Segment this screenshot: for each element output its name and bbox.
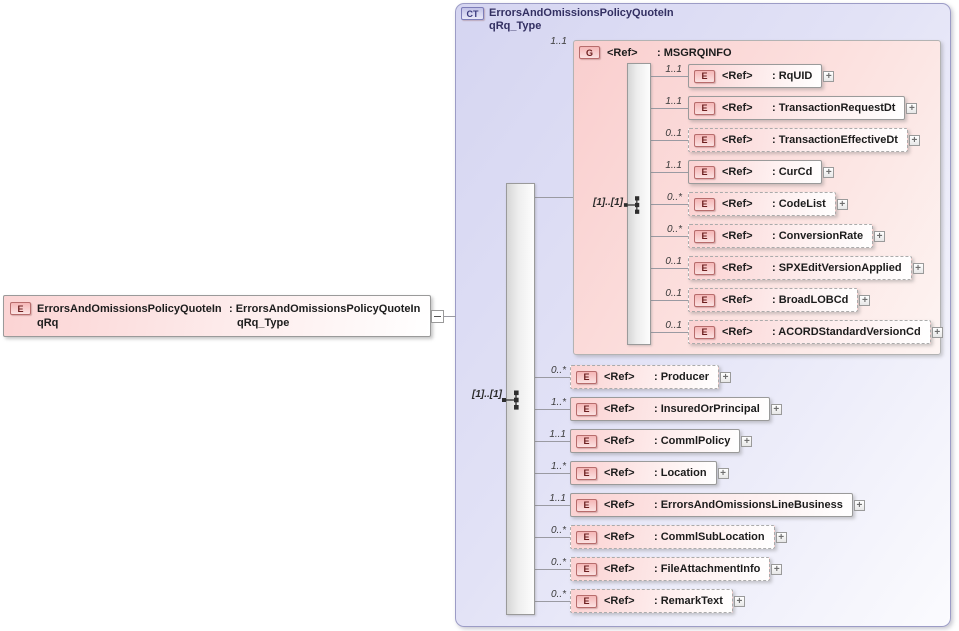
root-element-name <box>37 302 229 330</box>
element-badge: E <box>576 435 597 448</box>
collapse-handle[interactable] <box>431 310 444 323</box>
element-badge: E <box>576 499 597 512</box>
cardinality-label: 1..1 <box>665 64 682 75</box>
element-box-remarktext[interactable] <box>570 589 733 613</box>
expand-button[interactable]: + <box>932 327 943 338</box>
connector-line <box>535 473 570 474</box>
group-ref: <Ref> <box>607 46 638 59</box>
connector-line <box>651 108 688 109</box>
element-badge: E <box>576 403 597 416</box>
group-badge: G <box>579 46 600 59</box>
element-ref: <Ref> <box>722 102 753 114</box>
expand-button[interactable]: + <box>741 436 752 447</box>
element-ref: <Ref> <box>722 230 753 242</box>
element-name: : RqUID <box>772 70 813 82</box>
element-badge: E <box>694 230 715 243</box>
element-name: : CommlSubLocation <box>654 531 765 543</box>
minus-icon <box>434 316 441 317</box>
cardinality-label: 1..1 <box>549 429 566 440</box>
connector-line <box>651 140 688 141</box>
connector-line <box>443 316 456 317</box>
expand-button[interactable]: + <box>913 263 924 274</box>
complex-type-name-line2: qRq_Type <box>489 20 542 32</box>
expand-button[interactable]: + <box>823 71 834 82</box>
connector-line <box>651 268 688 269</box>
cardinality-label: 0..* <box>550 525 566 536</box>
element-box-commlpolicy[interactable] <box>570 429 740 453</box>
complex-type-header <box>461 7 674 33</box>
element-badge: E <box>694 134 715 147</box>
element-box-curcd[interactable] <box>688 160 822 184</box>
element-badge: E <box>576 467 597 480</box>
element-name: : CommlPolicy <box>654 435 731 447</box>
connector-line <box>651 300 688 301</box>
element-name: : CurCd <box>772 166 813 178</box>
element-name: : BroadLOBCd <box>772 294 849 306</box>
element-ref: <Ref> <box>604 595 635 607</box>
element-box-spxeditversionapplied[interactable] <box>688 256 912 280</box>
cardinality-label: 0..* <box>550 589 566 600</box>
cardinality-label: 1..1 <box>665 96 682 107</box>
group-name: : MSGRQINFO <box>657 46 732 59</box>
connector-line <box>651 204 688 205</box>
cardinality-label: 1..1 <box>550 36 567 47</box>
element-name: : CodeList <box>772 198 826 210</box>
connector-line <box>535 569 570 570</box>
element-name: : ACORDStandardVersionCd <box>772 326 921 338</box>
element-ref: <Ref> <box>604 531 635 543</box>
element-badge: E <box>694 102 715 115</box>
element-ref: <Ref> <box>604 499 635 511</box>
element-name: : ConversionRate <box>772 230 864 242</box>
connector-line <box>535 505 570 506</box>
expand-button[interactable]: + <box>874 231 885 242</box>
root-element-type-line1: : ErrorsAndOmissionsPolicyQuoteIn <box>229 303 421 315</box>
element-name: : TransactionRequestDt <box>772 102 896 114</box>
element-ref: <Ref> <box>604 435 635 447</box>
complex-type-name <box>489 7 674 33</box>
element-ref: <Ref> <box>722 198 753 210</box>
connector-line <box>535 537 570 538</box>
cardinality-label: 0..1 <box>665 256 682 267</box>
connector-line <box>535 409 570 410</box>
cardinality-label: 0..* <box>666 192 682 203</box>
connector-line <box>535 377 570 378</box>
element-badge: E <box>694 166 715 179</box>
expand-button[interactable]: + <box>734 596 745 607</box>
element-name: : ErrorsAndOmissionsLineBusiness <box>654 499 843 511</box>
element-ref: <Ref> <box>722 166 753 178</box>
element-box-transactionrequestdt[interactable] <box>688 96 905 120</box>
complex-type-name-line1: ErrorsAndOmissionsPolicyQuoteIn <box>489 7 674 19</box>
element-name: : FileAttachmentInfo <box>654 563 761 575</box>
element-name: : InsuredOrPrincipal <box>654 403 760 415</box>
element-box-transactioneffectivedt[interactable] <box>688 128 908 152</box>
connector-line <box>535 197 573 198</box>
element-ref: <Ref> <box>604 563 635 575</box>
cardinality-label: 0..* <box>666 224 682 235</box>
cardinality-label: 0..1 <box>665 288 682 299</box>
element-name: : RemarkText <box>654 595 723 607</box>
element-box-broadlobcd[interactable] <box>688 288 858 312</box>
cardinality-label: 0..* <box>550 365 566 376</box>
element-ref: <Ref> <box>604 467 635 479</box>
element-badge: E <box>694 294 715 307</box>
element-name: : SPXEditVersionApplied <box>772 262 902 274</box>
connector-line <box>535 601 570 602</box>
expand-button[interactable]: + <box>771 564 782 575</box>
expand-button[interactable]: + <box>859 295 870 306</box>
element-name: : Location <box>654 467 707 479</box>
element-box-producer[interactable] <box>570 365 719 389</box>
expand-button[interactable]: + <box>718 468 729 479</box>
element-box-errorsandomissionslinebusiness[interactable] <box>570 493 853 517</box>
element-box-commlsublocation[interactable] <box>570 525 775 549</box>
element-name: : Producer <box>654 371 710 383</box>
expand-button[interactable]: + <box>771 404 782 415</box>
element-name: : TransactionEffectiveDt <box>772 134 898 146</box>
element-badge: E <box>576 371 597 384</box>
element-ref: <Ref> <box>604 371 635 383</box>
cardinality-label: 0..1 <box>665 320 682 331</box>
element-box-location[interactable] <box>570 461 717 485</box>
cardinality-label: 1..1 <box>549 493 566 504</box>
element-badge: E <box>694 262 715 275</box>
root-element-box[interactable] <box>3 295 431 337</box>
sequence-cardinality-label: [1]..[1] <box>593 197 623 208</box>
root-element-name-line2: qRq <box>37 317 59 329</box>
sequence-cardinality-label: [1]..[1] <box>472 389 502 400</box>
expand-button[interactable]: + <box>906 103 917 114</box>
root-element-type <box>229 302 420 330</box>
expand-button[interactable]: + <box>837 199 848 210</box>
cardinality-label: 1..* <box>550 397 566 408</box>
element-box-conversionrate[interactable] <box>688 224 873 248</box>
root-element-type-line2: qRq_Type <box>237 317 290 329</box>
element-ref: <Ref> <box>722 294 753 306</box>
element-badge: E <box>694 198 715 211</box>
element-badge: E <box>694 326 715 339</box>
element-box-fileattachmentinfo[interactable] <box>570 557 770 581</box>
cardinality-label: 0..* <box>550 557 566 568</box>
expand-button[interactable]: + <box>854 500 865 511</box>
connector-line <box>651 172 688 173</box>
element-badge: E <box>576 595 597 608</box>
connector-line <box>651 332 688 333</box>
root-element-name-line1: ErrorsAndOmissionsPolicyQuoteIn <box>37 303 222 315</box>
group-header <box>574 41 940 59</box>
element-box-insuredorprincipal[interactable] <box>570 397 770 421</box>
element-box-acordstandardversioncd[interactable] <box>688 320 931 344</box>
cardinality-label: 0..1 <box>665 128 682 139</box>
cardinality-label: 1..1 <box>665 160 682 171</box>
complex-type-badge: CT <box>461 7 484 20</box>
element-badge: E <box>10 302 31 315</box>
cardinality-label: 1..* <box>550 461 566 472</box>
connector-line <box>535 441 570 442</box>
element-badge: E <box>576 531 597 544</box>
element-box-rquid[interactable] <box>688 64 822 88</box>
element-badge: E <box>576 563 597 576</box>
expand-button[interactable]: + <box>909 135 920 146</box>
expand-button[interactable]: + <box>776 532 787 543</box>
connector-line <box>651 236 688 237</box>
element-ref: <Ref> <box>722 134 753 146</box>
element-box-codelist[interactable] <box>688 192 836 216</box>
element-badge: E <box>694 70 715 83</box>
element-ref: <Ref> <box>604 403 635 415</box>
expand-button[interactable]: + <box>720 372 731 383</box>
element-ref: <Ref> <box>722 262 753 274</box>
connector-line <box>651 76 688 77</box>
element-ref: <Ref> <box>722 326 753 338</box>
expand-button[interactable]: + <box>823 167 834 178</box>
element-ref: <Ref> <box>722 70 753 82</box>
